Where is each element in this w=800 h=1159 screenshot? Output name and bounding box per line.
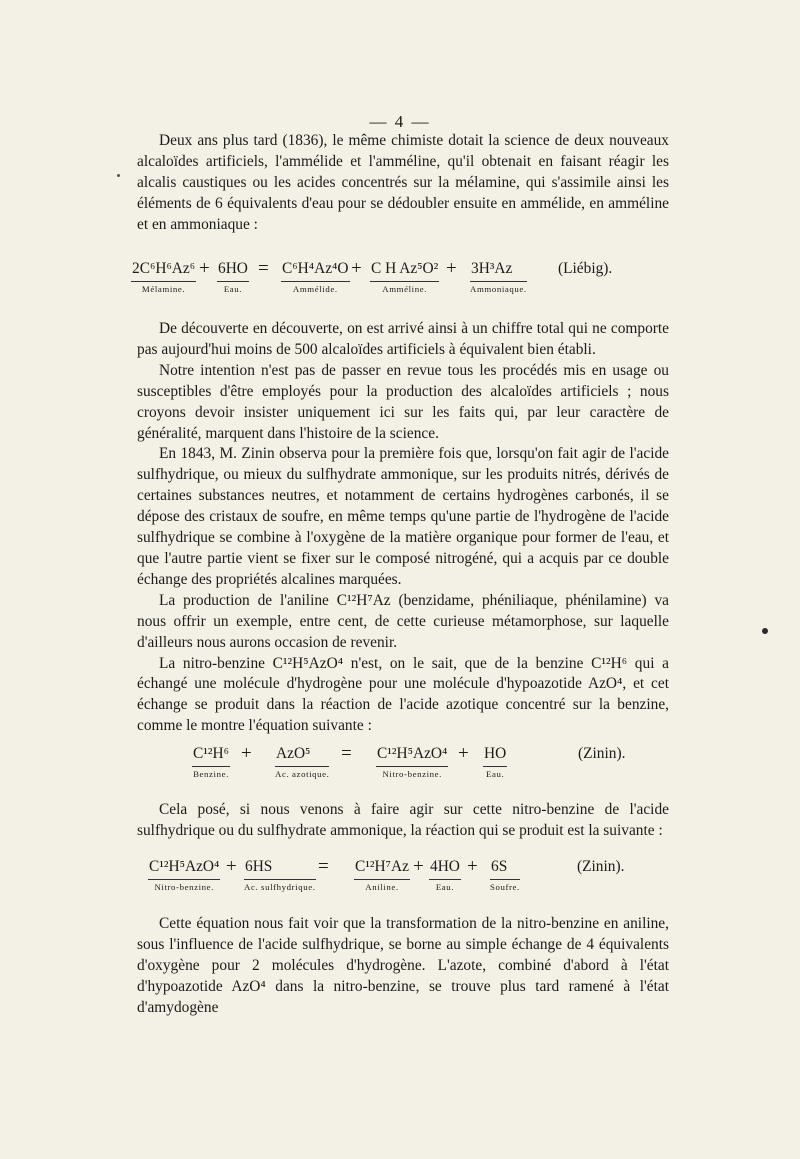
paragraph-3-text: Notre intention n'est pas de passer en revue tous les procédés mis en usage ou susceptibles d'être employés pour la production des alcaloïdes artificiels ; nous croyons devoir insister uniquement ici sur les faits qui, par leur caractère de généralité, marquent dans l'histoire de la science. — [137, 361, 669, 442]
eq1-plus-1: + — [199, 258, 210, 279]
paragraph-8-text: Cette équation nous fait voir que la transformation de la nitro-benzine en aniline, sous l'influence de l'acide sulfhydrique, se borne au simple échange de 4 équivalents d'oxygène pour 2 molécules d'hydrogène. L'azote, combiné d'abord à l'état d'hypoazotide AzO⁴ dans la nitro-benzine, se trouve plus tard ramené à l'état d'amydogène — [137, 915, 669, 1016]
eq2-label-1: Benzine. — [193, 769, 229, 779]
eq2-plus-1: + — [241, 743, 252, 764]
paragraph-1-text: Deux ans plus tard (1836), le même chimiste dotait la science de deux nouveaux alcaloïdes artificiels, l'ammélide et l'amméline, qu'il obtenait en faisant réagir les alcalis caustiques ou les acides concentrés sur la mélamine, qui s'assimile ainsi les éléments de 6 équivalents d'eau pour se dédoubler ensuite en ammélide, en amméline et en ammoniaque : — [137, 132, 669, 233]
eq2-label-4: Eau. — [485, 769, 505, 779]
eq3-term-acide — [244, 858, 316, 892]
eq1-plus-2: + — [351, 258, 362, 279]
eq1-label-3: Ammélide. — [292, 284, 338, 294]
ink-speck — [117, 174, 120, 177]
paragraph-1 — [137, 131, 669, 236]
eq2-term-acide — [275, 745, 329, 779]
eq3-label-5: Soufre. — [490, 882, 520, 892]
eq2-label-3: Nitro-benzine. — [382, 769, 442, 779]
eq2-formula-4: HO — [483, 745, 507, 767]
eq3-formula-2: 6HS — [244, 858, 316, 880]
eq3-term-soufre — [490, 858, 520, 892]
eq1-formula-5: 3H³Az — [470, 260, 527, 282]
eq2-term-eau — [483, 745, 507, 779]
page-number: — 4 — — [369, 112, 431, 131]
eq3-term-nitrobenzine — [148, 858, 220, 892]
eq1-term-ammoniaque — [470, 260, 527, 294]
paragraphs-2-6 — [137, 319, 669, 737]
eq2-term-nitrobenzine — [376, 745, 448, 779]
eq1-author: (Liébig). — [558, 260, 613, 277]
eq3-label-3: Aniline. — [365, 882, 399, 892]
eq3-term-aniline — [354, 858, 410, 892]
eq2-plus-2: + — [458, 743, 469, 764]
equation-zinin-1 — [0, 745, 800, 789]
eq2-author: (Zinin). — [578, 745, 626, 762]
eq3-plus-3: + — [467, 856, 478, 877]
eq1-formula-3: C⁶H⁴Az⁴O — [281, 260, 350, 282]
eq1-formula-4: C H Az⁵O² — [370, 260, 439, 282]
eq1-label-2: Eau. — [223, 284, 243, 294]
eq1-label-4: Amméline. — [382, 284, 427, 294]
equation-zinin-2 — [0, 858, 800, 902]
paragraph-6-text: La nitro-benzine C¹²H⁵AzO⁴ n'est, on le sait, que de la benzine C¹²H⁶ qui a échangé une molécule d'hydrogène pour une molécule d'hypoazotide AzO⁴, et cet échange se produit dans la réaction de l'acide azotique concentré sur la benzine, comme le montre l'équation suivante : — [137, 654, 669, 735]
eq1-label-5: Ammoniaque. — [470, 284, 527, 294]
paragraph-7-text: Cela posé, si nous venons à faire agir sur cette nitro-benzine de l'acide sulfhydrique ou du sulfhydrate ammonique, la réaction qui se produit est la suivante : — [137, 801, 669, 839]
paragraph-8 — [137, 914, 669, 1019]
eq1-formula-2: 6HO — [217, 260, 249, 282]
margin-dot — [762, 628, 768, 634]
eq1-label-1: Mélamine. — [141, 284, 186, 294]
eq1-term-eau — [217, 260, 249, 294]
eq1-term-ammeline — [370, 260, 439, 294]
equation-liebig — [0, 260, 800, 304]
paragraph-4-text: En 1843, M. Zinin observa pour la première fois que, lorsqu'on fait agir de l'acide sulfhydrique, ou mieux du sulfhydrate ammonique, sur les produits nitrés, dérivés de certaines substances neutres, et notamment de certains hydrogènes carbonés, il se dépose des cristaux de soufre, en même temps qu'une partie de l'hydrogène de l'acide sulfhydrique se combine à l'oxygène de la matière organique pour former de l'eau, et que l'autre partie vient se fixer sur le composé nitrogéné, qui a acquis par ce double échange des propriétés alcalines marquées. — [137, 445, 669, 588]
eq3-equals: = — [318, 856, 329, 877]
eq3-term-eau — [429, 858, 461, 892]
eq3-formula-5: 6S — [490, 858, 520, 880]
eq3-author: (Zinin). — [577, 858, 625, 875]
eq2-equals: = — [341, 743, 352, 764]
eq2-formula-1: C¹²H⁶ — [192, 745, 230, 767]
eq1-term-ammelide — [281, 260, 350, 294]
eq1-equals: = — [258, 258, 269, 279]
paragraph-7 — [137, 800, 669, 842]
eq3-label-1: Nitro-benzine. — [154, 882, 214, 892]
paragraph-5-text: La production de l'aniline C¹²H⁷Az (benzidame, phéniliaque, phénilamine) va nous offrir un exemple, entre cent, de cette curieuse métamorphose, sur laquelle d'ailleurs nous aurons occasion de revenir. — [137, 591, 669, 651]
eq3-plus-2: + — [413, 856, 424, 877]
eq2-formula-3: C¹²H⁵AzO⁴ — [376, 745, 448, 767]
eq2-formula-2: AzO⁵ — [275, 745, 329, 767]
eq3-formula-3: C¹²H⁷Az — [354, 858, 410, 880]
eq3-label-2: Ac. sulfhydrique. — [244, 882, 316, 892]
eq2-term-benzine — [192, 745, 230, 779]
eq1-formula-1: 2C⁶H⁶Az⁶ — [131, 260, 196, 282]
eq2-label-2: Ac. azotique. — [275, 769, 330, 779]
eq3-formula-1: C¹²H⁵AzO⁴ — [148, 858, 220, 880]
eq1-plus-3: + — [446, 258, 457, 279]
eq3-plus-1: + — [226, 856, 237, 877]
eq3-label-4: Eau. — [435, 882, 455, 892]
paragraph-2-text: De découverte en découverte, on est arrivé ainsi à un chiffre total qui ne comporte pas aujourd'hui moins de 500 alcaloïdes artificiels à équivalent bien établi. — [137, 320, 669, 358]
eq3-formula-4: 4HO — [429, 858, 461, 880]
eq1-term-melamine — [131, 260, 196, 294]
